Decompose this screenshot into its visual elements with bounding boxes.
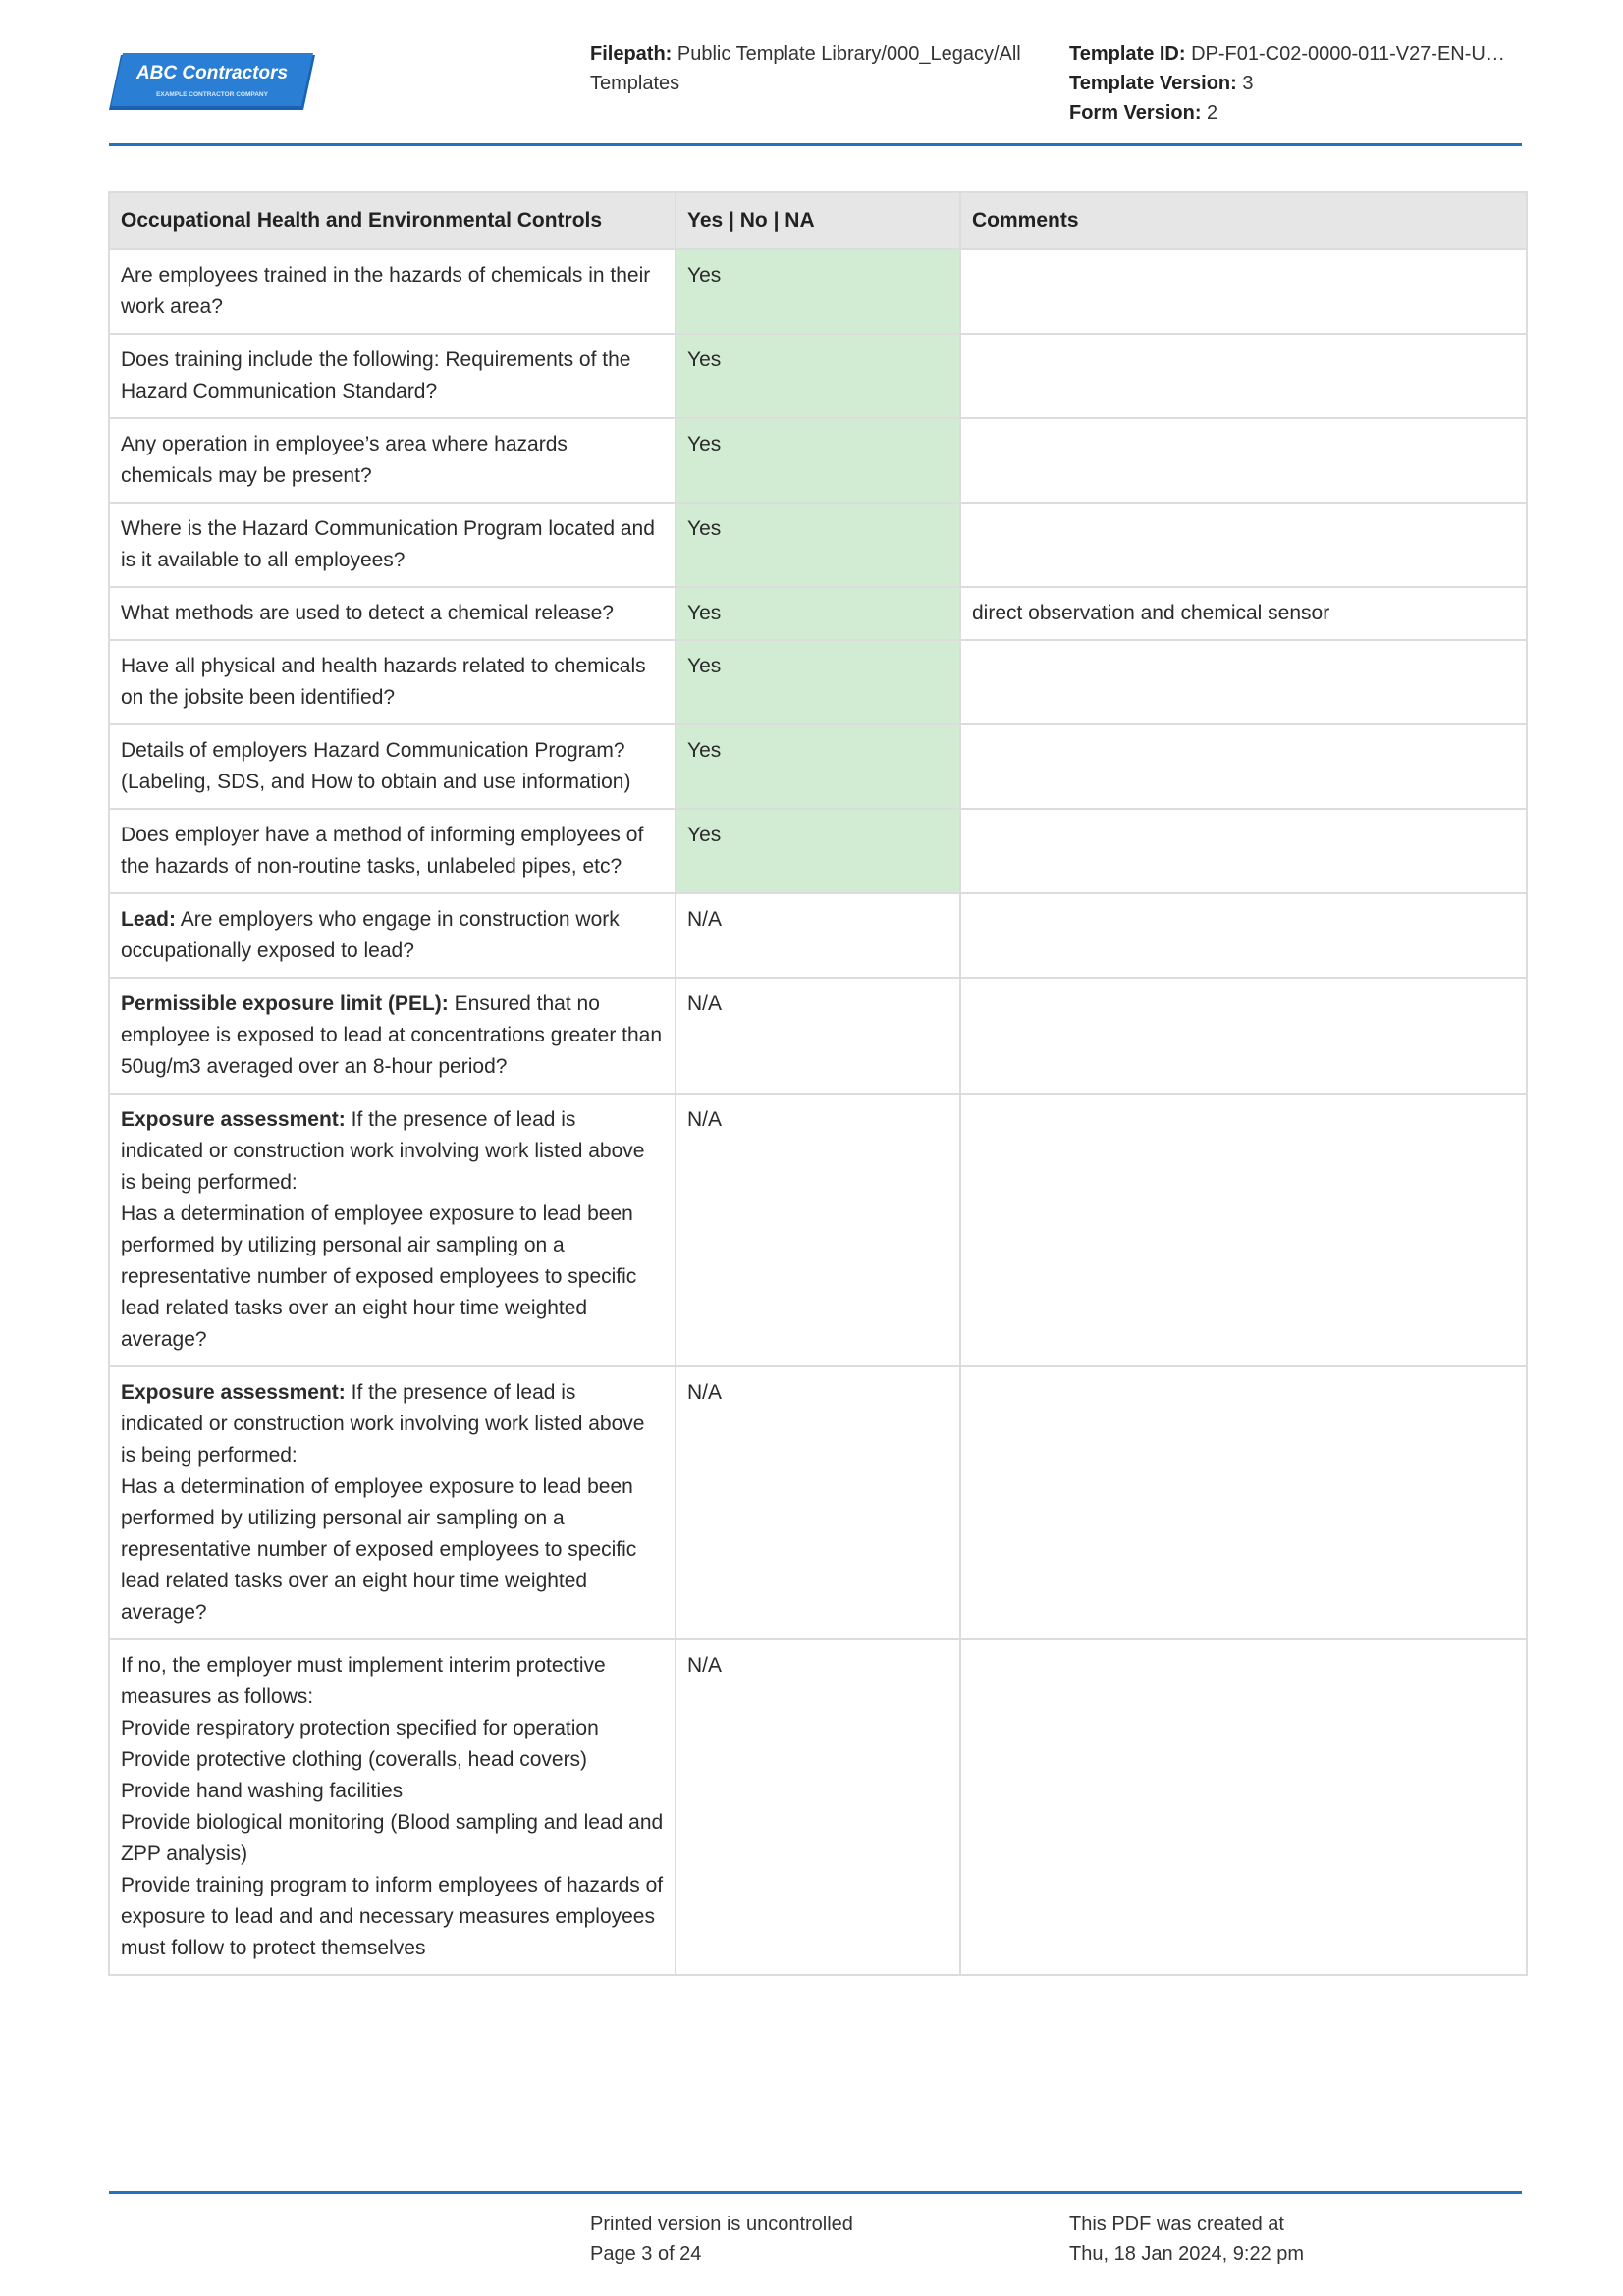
question-cell <box>109 249 676 334</box>
page-header <box>109 39 1522 146</box>
comment-cell <box>960 503 1527 587</box>
question-text: Have all physical and health hazards related to chemicals on the jobsite been identified? <box>121 655 646 709</box>
question-cell <box>109 978 676 1094</box>
table-row <box>109 249 1527 334</box>
comment-cell <box>960 334 1527 418</box>
question-text: Any operation in employee’s area where hazards chemicals may be present? <box>121 433 568 487</box>
form-version-line <box>1069 98 1531 128</box>
table-row <box>109 724 1527 809</box>
form-version-label: Form Version: <box>1069 102 1202 124</box>
question-cell <box>109 1094 676 1366</box>
question-cell <box>109 724 676 809</box>
logo-name: ABC Contractors <box>135 63 289 83</box>
company-logo <box>109 53 315 112</box>
template-version-value: 3 <box>1242 73 1254 94</box>
question-cell <box>109 503 676 587</box>
question-lead: Exposure assessment: <box>121 1108 346 1131</box>
footer-print-info <box>590 2210 853 2269</box>
question-cell <box>109 334 676 418</box>
created-timestamp: Thu, 18 Jan 2024, 9:22 pm <box>1069 2243 1305 2265</box>
comment-cell: direct observation and chemical sensor <box>960 587 1527 640</box>
header-template-info <box>1069 39 1531 128</box>
comment-cell <box>960 418 1527 503</box>
table-row <box>109 640 1527 724</box>
answer-cell: Yes <box>676 249 960 334</box>
answer-cell: N/A <box>676 893 960 978</box>
filepath-value: Public Template Library/000_Legacy/All Templates <box>590 43 1021 94</box>
uncontrolled-notice: Printed version is uncontrolled <box>590 2214 853 2235</box>
question-cell <box>109 809 676 893</box>
comment-cell <box>960 978 1527 1094</box>
question-text: If the presence of lead is indicated or construction work involving work listed above is being performed: Has a determination of employee exposure to lead been performed by utilizing personal air sampling on a representative number of exposed employees to specific lead related tasks over an eight hour time weighted average? <box>121 1381 645 1624</box>
answer-cell: Yes <box>676 334 960 418</box>
answer-cell: Yes <box>676 587 960 640</box>
table-row <box>109 587 1527 640</box>
table-row <box>109 893 1527 978</box>
question-lead: Permissible exposure limit (PEL): <box>121 992 449 1015</box>
column-header-question: Occupational Health and Environmental Controls <box>109 192 676 249</box>
comment-cell <box>960 809 1527 893</box>
question-cell <box>109 418 676 503</box>
question-text: If no, the employer must implement interim protective measures as follows: Provide respiratory protection specified for operation Provide protective clothing (coveralls, head covers) Provide hand washing facilities Provide biological monitoring (Blood sampling and lead and ZPP analysis) Provide training program to inform employees of hazards of exposure to lead and and necessary measures employees must follow to protect themselves <box>121 1654 664 1959</box>
answer-cell: N/A <box>676 978 960 1094</box>
inspection-table <box>108 191 1528 1976</box>
answer-cell: N/A <box>676 1639 960 1975</box>
template-version-label: Template Version: <box>1069 73 1237 94</box>
question-text: Details of employers Hazard Communication Program? (Labeling, SDS, and How to obtain and use information) <box>121 739 631 793</box>
answer-cell: Yes <box>676 809 960 893</box>
template-id-line <box>1069 39 1531 69</box>
table-header-row <box>109 192 1527 249</box>
answer-cell: N/A <box>676 1366 960 1639</box>
question-cell <box>109 587 676 640</box>
question-lead: Exposure assessment: <box>121 1381 346 1404</box>
column-header-comments: Comments <box>960 192 1527 249</box>
table-row <box>109 334 1527 418</box>
question-text: Are employers who engage in construction work occupationally exposed to lead? <box>121 908 620 962</box>
table-row <box>109 1639 1527 1975</box>
question-cell <box>109 640 676 724</box>
logo-tagline: EXAMPLE CONTRACTOR COMPANY <box>156 91 268 98</box>
question-cell <box>109 1639 676 1975</box>
table-row <box>109 418 1527 503</box>
page-footer <box>109 2191 1522 2272</box>
question-cell <box>109 893 676 978</box>
comment-cell <box>960 724 1527 809</box>
question-text: Ensured that no employee is exposed to lead at concentrations greater than 50ug/m3 averaged over an 8-hour period? <box>121 992 663 1078</box>
template-version-line <box>1069 69 1531 98</box>
question-text: If the presence of lead is indicated or construction work involving work listed above is being performed: Has a determination of employee exposure to lead been performed by utilizing personal air sampling on a representative number of exposed employees to specific lead related tasks over an eight hour time weighted average? <box>121 1108 645 1351</box>
column-header-answer: Yes | No | NA <box>676 192 960 249</box>
page-number: Page 3 of 24 <box>590 2243 702 2265</box>
comment-cell <box>960 1639 1527 1975</box>
table-row <box>109 809 1527 893</box>
question-text: What methods are used to detect a chemical release? <box>121 602 614 624</box>
footer-created-info <box>1069 2210 1304 2269</box>
template-id-value: DP-F01-C02-0000-011-V27-EN-U… <box>1191 43 1505 65</box>
created-label: This PDF was created at <box>1069 2214 1284 2235</box>
table-row <box>109 1366 1527 1639</box>
question-text: Are employees trained in the hazards of chemicals in their work area? <box>121 264 651 318</box>
comment-cell <box>960 1094 1527 1366</box>
filepath-label: Filepath: <box>590 43 673 65</box>
answer-cell: Yes <box>676 418 960 503</box>
template-id-label: Template ID: <box>1069 43 1186 65</box>
question-text: Does training include the following: Requirements of the Hazard Communication Standard? <box>121 348 631 402</box>
answer-cell: Yes <box>676 724 960 809</box>
comment-cell <box>960 893 1527 978</box>
comment-cell <box>960 640 1527 724</box>
answer-cell: Yes <box>676 503 960 587</box>
comment-cell <box>960 249 1527 334</box>
table-row <box>109 978 1527 1094</box>
form-version-value: 2 <box>1207 102 1218 124</box>
question-text: Where is the Hazard Communication Program located and is it available to all employees? <box>121 517 655 571</box>
question-lead: Lead: <box>121 908 177 931</box>
table-body <box>109 249 1527 1975</box>
header-filepath <box>590 39 1042 98</box>
answer-cell: Yes <box>676 640 960 724</box>
table-row <box>109 1094 1527 1366</box>
answer-cell: N/A <box>676 1094 960 1366</box>
comment-cell <box>960 1366 1527 1639</box>
question-cell <box>109 1366 676 1639</box>
table-row <box>109 503 1527 587</box>
question-text: Does employer have a method of informing employees of the hazards of non-routine tasks, unlabeled pipes, etc? <box>121 824 644 878</box>
